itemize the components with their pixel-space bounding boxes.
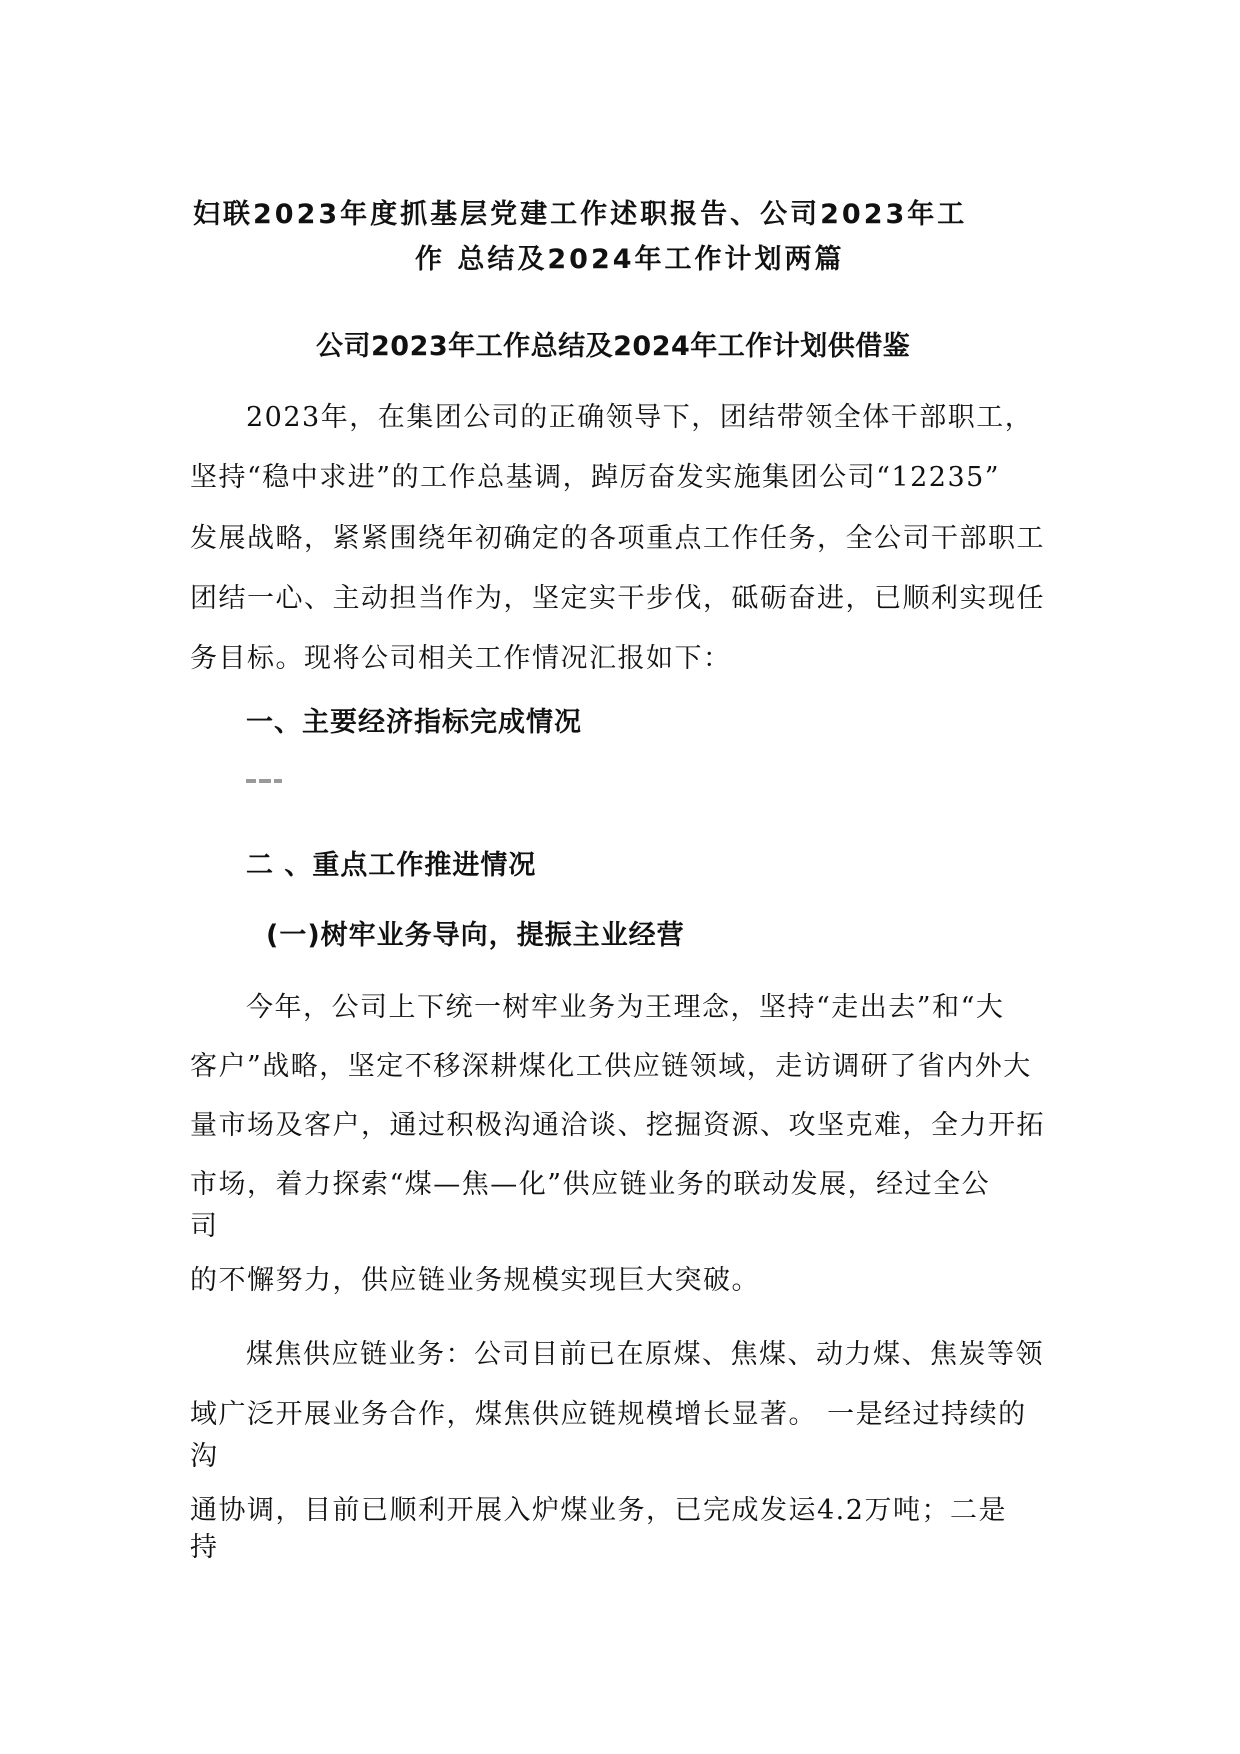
para3-line-5: 持 xyxy=(190,1532,219,1563)
para2-line-2: 客户”战略，坚定不移深耕煤化工供应链领域，走访调研了省内外大 xyxy=(190,1051,1032,1082)
section-1-heading: 一、主要经济指标完成情况 xyxy=(246,707,582,738)
para2-line-4: 市场，着力探索“煤—焦—化”供应链业务的联动发展，经过全公 xyxy=(190,1169,991,1200)
intro-line-2: 坚持“稳中求进”的工作总基调，踔厉奋发实施集团公司“12235” xyxy=(190,462,1001,493)
article-title: 公司2023年工作总结及2024年工作计划供借鉴 xyxy=(316,331,911,362)
para2-line-3: 量市场及客户，通过积极沟通洽谈、挖掘资源、攻坚克难，全力开拓 xyxy=(190,1110,1045,1141)
para3-line-2: 域广泛开展业务合作，煤焦供应链规模增长显著。 一是经过持续的 xyxy=(190,1399,1027,1430)
intro-line-3: 发展战略，紧紧围绕年初确定的各项重点工作任务，全公司干部职工 xyxy=(190,523,1045,554)
para2-line-5: 司 xyxy=(190,1211,219,1242)
document-title-line-1: 妇联2023年度抓基层党建工作述职报告、公司2023年工 xyxy=(193,199,968,230)
intro-line-1: 2023年，在集团公司的正确领导下，团结带领全体干部职工， xyxy=(246,402,1034,433)
intro-line-5: 务目标。现将公司相关工作情况汇报如下： xyxy=(190,643,732,674)
para3-line-3: 沟 xyxy=(190,1441,219,1472)
para3-line-4: 通协调，目前已顺利开展入炉煤业务，已完成发运4.2万吨；二是 xyxy=(190,1495,1007,1526)
section-2-heading: 二 、重点工作推进情况 xyxy=(246,850,537,881)
document-title-line-2: 作 总结及2024年工作计划两篇 xyxy=(415,244,845,275)
subsection-1-heading: (一)树牢业务导向，提振主业经营 xyxy=(266,920,685,951)
para2-line-1: 今年，公司上下统一树牢业务为王理念，坚持“走出去”和“大 xyxy=(246,992,1005,1023)
para2-line-6: 的不懈努力，供应链业务规模实现巨大突破。 xyxy=(190,1265,760,1296)
scan-artifact xyxy=(246,779,284,785)
intro-line-4: 团结一心、主动担当作为，坚定实干步伐，砥砺奋进，已顺利实现任 xyxy=(190,583,1045,614)
para3-line-1: 煤焦供应链业务：公司目前已在原煤、焦煤、动力煤、焦炭等领 xyxy=(246,1339,1044,1370)
